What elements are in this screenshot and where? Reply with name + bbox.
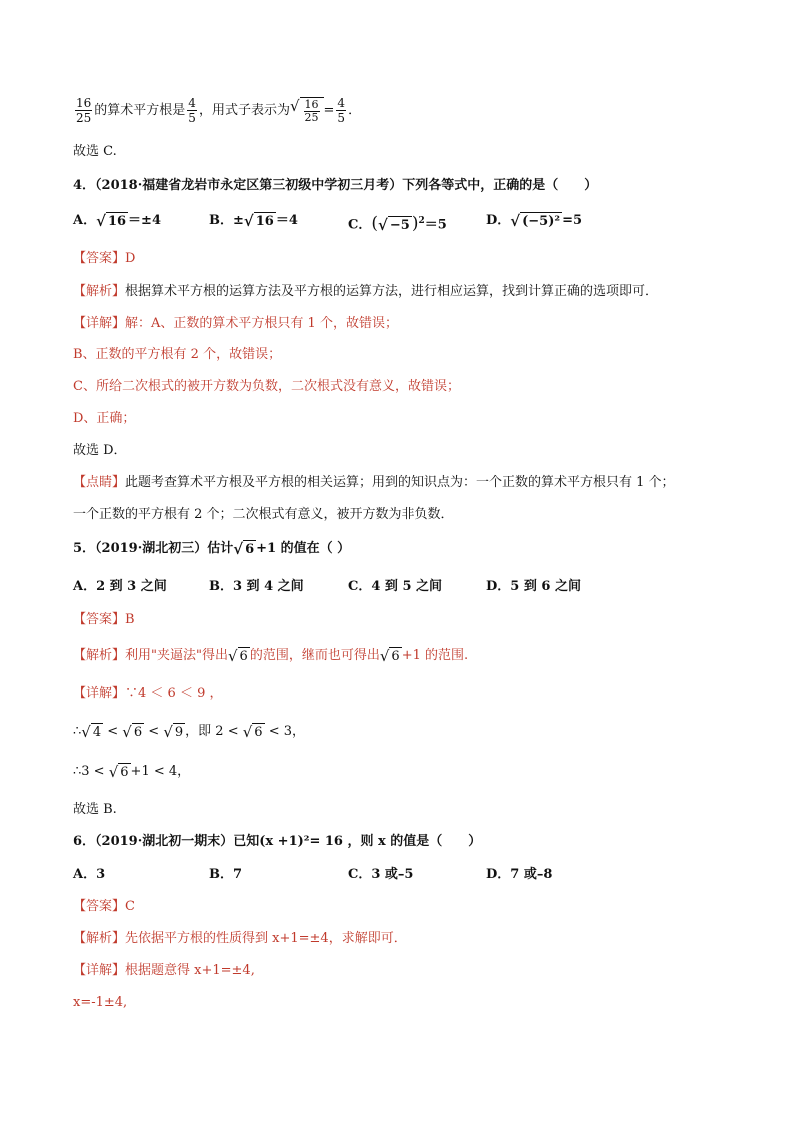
q5-option-d: D．5 到 6 之间	[486, 579, 581, 594]
q4-option-b: B．± √ 16 ＝4	[209, 211, 298, 230]
q4-line-c: C、所给二次根式的被开方数为负数，二次根式没有意义，故错误；	[73, 379, 460, 394]
q6-option-c: C．3 或–5	[348, 867, 414, 882]
q6-option-b: B．7	[209, 867, 243, 882]
q4-tip-continued: 一个正数的平方根有 2 个；二次根式有意义，被开方数为非负数．	[73, 507, 454, 522]
intro-line: $\frac{16}{25}$ 的算术平方根是 $\frac{4}{5}$ ，用式子表示为 √ $\frac{16}{25}$ = $\frac{4}{5}$ ．	[76, 96, 362, 125]
fraction-4-5: $\frac{4}{5}$	[188, 96, 196, 125]
q6-answer: 【答案】C	[73, 899, 135, 914]
intro-answer: 故选 C.	[73, 144, 117, 159]
q4-option-a: A． √ 16 ＝±4	[73, 211, 161, 230]
q5-detail: 【详解】∵4 ＜ 6 ＜ 9 ，	[73, 686, 223, 701]
q5-option-c: C．4 到 5 之间	[348, 579, 443, 594]
q4-title: 4．（2018·福建省龙岩市永定区第三初级中学初三月考）下列各等式中，正确的是（ ）	[73, 178, 598, 193]
q5-option-a: A．2 到 3 之间	[73, 579, 167, 594]
q4-choose: 故选 D．	[73, 443, 127, 458]
q6-option-d: D．7 或–8	[486, 867, 553, 882]
fraction-16-25: $\frac{16}{25}$	[76, 96, 92, 125]
q4-line-d: D、正确；	[73, 411, 136, 426]
q5-answer: 【答案】B	[73, 612, 135, 627]
q4-analysis: 【解析】根据算术平方根的运算方法及平方根的运算方法，进行相应运算，找到计算正确的选项即可．	[73, 284, 659, 299]
q4-answer: 【答案】D	[73, 251, 136, 266]
q4-line-b: B、正数的平方根有 2 个，故错误；	[73, 347, 282, 362]
q5-line-1: ∴ √ 4 < √ 6 < √ 9 ，即 2 < √ 6 < 3，	[73, 722, 305, 741]
sqrt-fraction: √ $\frac{16}{25}$	[290, 97, 324, 124]
q5-analysis: 【解析】利用"夹逼法"得出 √ 6 的范围，继而也可得出 √ 6 +1 的范围.	[73, 646, 469, 665]
q6-analysis: 【解析】先依据平方根的性质得到 x+1=±4，求解即可．	[73, 931, 407, 946]
q4-option-c: C．( √ −5 )$^2$＝5	[348, 213, 447, 234]
q6-option-a: A．3	[73, 867, 106, 882]
q6-title: 6．（2019·湖北初一期末）已知(x +1)²= 16 ，则 x 的值是（ ）	[73, 834, 482, 849]
fraction-result: $\frac{4}{5}$	[337, 96, 346, 125]
q5-choose: 故选 B.	[73, 802, 117, 817]
q6-detail: 【详解】根据题意得 x+1=±4,	[73, 963, 255, 978]
q4-option-d: D． √ (−5)² =5	[486, 211, 583, 230]
q5-line-2: ∴3 < √ 6 +1 < 4，	[73, 762, 191, 781]
q5-option-b: B．3 到 4 之间	[209, 579, 304, 594]
q4-tip: 【点睛】此题考查算术平方根及平方根的相关运算；用到的知识点为：一个正数的算术平方根只有 1 个；	[73, 475, 675, 490]
q6-line-1: x=-1±4,	[73, 995, 128, 1010]
q4-detail: 【详解】解：A、正数的算术平方根只有 1 个，故错误；	[73, 316, 398, 331]
q5-title: 5．（2019·湖北初三）估计 √ 6 +1 的值在（ ）	[73, 539, 351, 558]
